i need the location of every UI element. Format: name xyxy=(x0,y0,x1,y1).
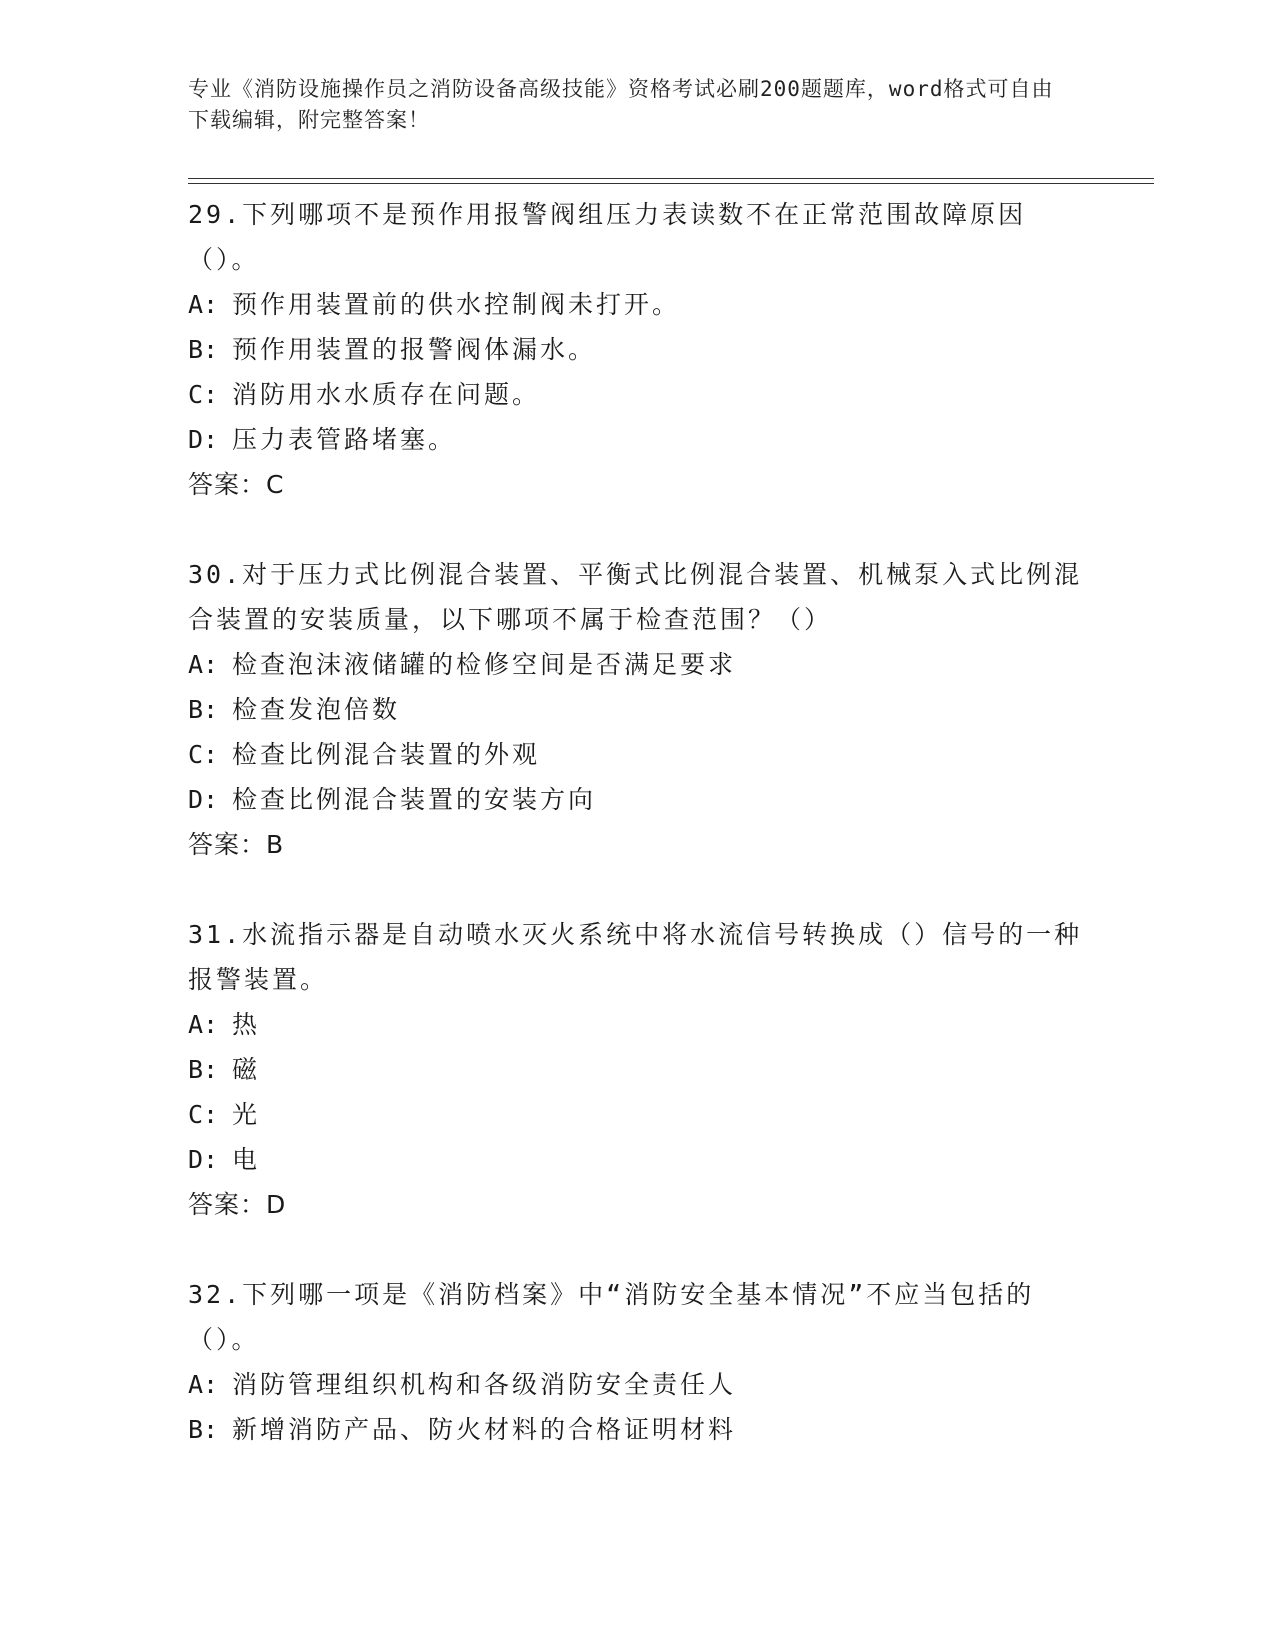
option-a xyxy=(188,1002,1088,1047)
header-divider-bottom xyxy=(188,183,1154,184)
option-label: B: xyxy=(188,695,219,724)
option-d xyxy=(188,417,1088,462)
question-list xyxy=(188,192,1088,1496)
question-30 xyxy=(188,552,1088,868)
question-text: 30.对于压力式比例混合装置、平衡式比例混合装置、机械泵入式比例混合装置的安装质量，以下哪项不属于检查范围？（） xyxy=(188,560,1083,634)
option-label: D: xyxy=(188,425,219,454)
option-label: C: xyxy=(188,380,219,409)
question-31 xyxy=(188,912,1088,1228)
option-label: D: xyxy=(188,785,219,814)
option-a xyxy=(188,642,1088,687)
question-text: 31.水流指示器是自动喷水灭火系统中将水流信号转换成（）信号的一种报警装置。 xyxy=(188,920,1083,994)
option-text: 消防用水水质存在问题。 xyxy=(232,380,541,409)
question-29 xyxy=(188,192,1088,508)
option-text: 检查泡沫液储罐的检修空间是否满足要求 xyxy=(232,650,737,679)
answer: 答案：D xyxy=(188,1190,287,1219)
option-b xyxy=(188,1047,1088,1092)
option-a xyxy=(188,282,1088,327)
option-text: 电 xyxy=(232,1145,261,1174)
option-text: 检查发泡倍数 xyxy=(232,695,401,724)
answer: 答案：B xyxy=(188,830,285,859)
option-b xyxy=(188,687,1088,732)
option-label: A: xyxy=(188,1370,219,1399)
option-c xyxy=(188,372,1088,417)
option-label: C: xyxy=(188,740,219,769)
question-text: 32.下列哪一项是《消防档案》中“消防安全基本情况”不应当包括的（）。 xyxy=(188,1280,1035,1354)
option-text: 热 xyxy=(232,1010,261,1039)
option-label: B: xyxy=(188,1055,219,1084)
answer: 答案：C xyxy=(188,470,285,499)
option-label: B: xyxy=(188,335,219,364)
option-text: 预作用装置前的供水控制阀未打开。 xyxy=(232,290,681,319)
document-header: 专业《消防设施操作员之消防设备高级技能》资格考试必刷200题题库，word格式可自由下载编辑，附完整答案！ xyxy=(188,77,1054,132)
option-c xyxy=(188,732,1088,777)
option-text: 检查比例混合装置的外观 xyxy=(232,740,541,769)
option-c xyxy=(188,1092,1088,1137)
option-b xyxy=(188,1407,1088,1452)
header-divider-top xyxy=(188,178,1154,179)
option-label: A: xyxy=(188,290,219,319)
question-text: 29.下列哪项不是预作用报警阀组压力表读数不在正常范围故障原因（）。 xyxy=(188,200,1027,274)
option-text: 压力表管路堵塞。 xyxy=(232,425,457,454)
option-label: D: xyxy=(188,1145,219,1174)
option-label: A: xyxy=(188,650,219,679)
option-label: A: xyxy=(188,1010,219,1039)
option-b xyxy=(188,327,1088,372)
option-text: 光 xyxy=(232,1100,261,1129)
option-text: 预作用装置的报警阀体漏水。 xyxy=(232,335,597,364)
option-d xyxy=(188,1137,1088,1182)
option-label: C: xyxy=(188,1100,219,1129)
option-text: 消防管理组织机构和各级消防安全责任人 xyxy=(232,1370,737,1399)
option-label: B: xyxy=(188,1415,219,1444)
option-d xyxy=(188,777,1088,822)
question-32 xyxy=(188,1272,1088,1452)
option-a xyxy=(188,1362,1088,1407)
option-text: 磁 xyxy=(232,1055,261,1084)
option-text: 新增消防产品、防火材料的合格证明材料 xyxy=(232,1415,737,1444)
option-text: 检查比例混合装置的安装方向 xyxy=(232,785,597,814)
